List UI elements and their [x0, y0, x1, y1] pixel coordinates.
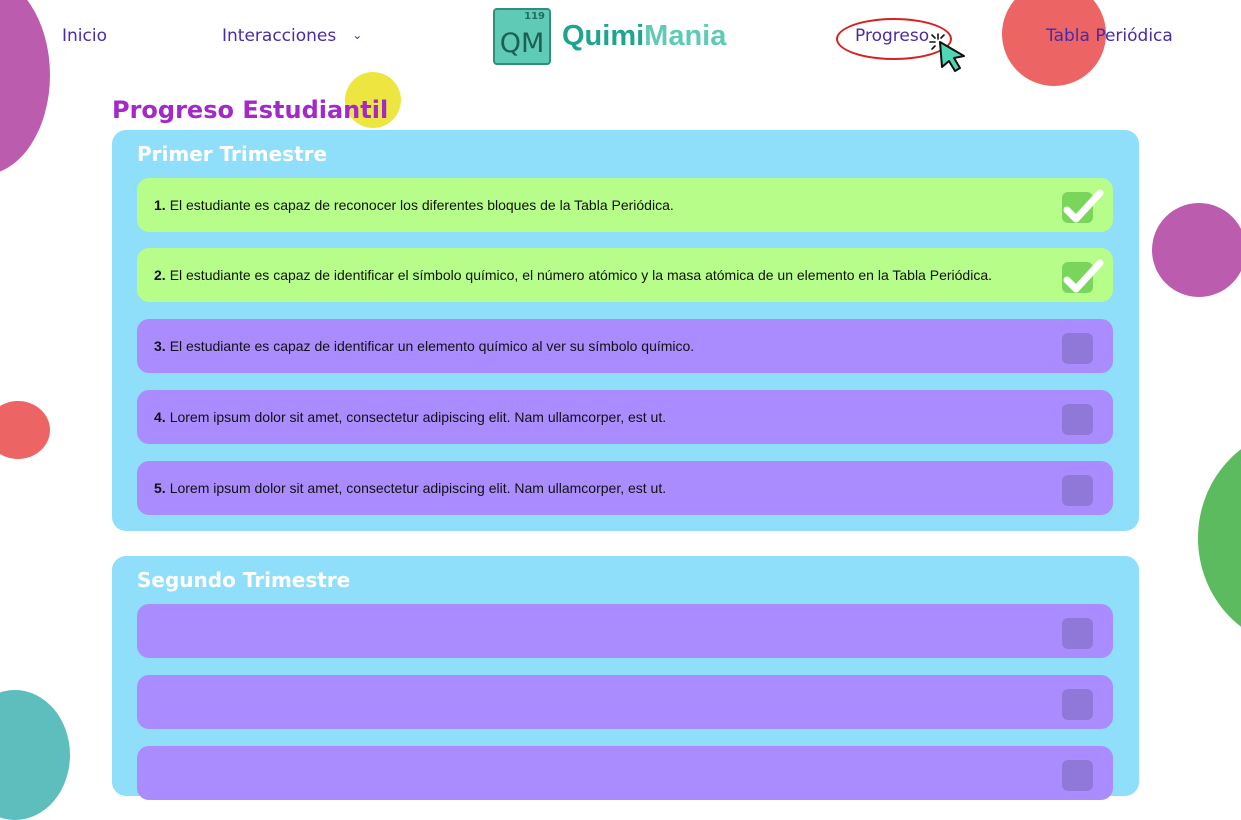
progress-item	[137, 461, 1113, 515]
trimester-title: Segundo Trimestre	[137, 568, 351, 592]
item-number: 1.	[154, 196, 166, 213]
item-checkbox[interactable]	[1062, 192, 1093, 223]
decor-circle-green	[1198, 428, 1241, 648]
nav-interacciones[interactable]	[222, 26, 362, 46]
item-text: El estudiante es capaz de identificar un elemento químico al ver su símbolo químico.	[169, 337, 695, 354]
progress-item	[137, 178, 1113, 232]
progress-item	[137, 604, 1113, 658]
item-checkbox[interactable]	[1062, 618, 1093, 649]
item-number: 3.	[154, 337, 166, 354]
item-number: 4.	[154, 408, 166, 425]
nav-interacciones-label: Interacciones	[222, 26, 337, 46]
item-checkbox[interactable]	[1062, 404, 1093, 435]
item-checkbox[interactable]	[1062, 262, 1093, 293]
trimester-panel-1	[112, 130, 1139, 531]
trimester-panel-2	[112, 556, 1139, 796]
chevron-down-icon: ⌄	[352, 28, 363, 42]
pointer-cursor-icon	[928, 30, 970, 74]
item-text: Lorem ipsum dolor sit amet, consectetur adipiscing elit. Nam ullamcorper, est ut.	[169, 408, 667, 425]
nav-inicio[interactable]: Inicio	[62, 26, 107, 46]
logo-symbol: QM	[499, 28, 545, 59]
item-text: Lorem ipsum dolor sit amet, consectetur adipiscing elit. Nam ullamcorper, est ut.	[169, 479, 667, 496]
progress-item	[137, 746, 1113, 800]
check-icon	[1062, 186, 1106, 228]
logo-tile[interactable]	[493, 8, 551, 65]
progress-item	[137, 248, 1113, 302]
check-icon	[1062, 256, 1106, 298]
decor-circle-teal	[0, 690, 70, 820]
item-checkbox[interactable]	[1062, 475, 1093, 506]
decor-circle-purple	[0, 0, 50, 175]
logo-name-part2: Mania	[644, 20, 727, 52]
progress-item	[137, 390, 1113, 444]
logo-wordmark[interactable]	[562, 20, 726, 53]
progress-item	[137, 319, 1113, 373]
nav-progreso[interactable]: Progreso	[855, 26, 930, 46]
item-checkbox[interactable]	[1062, 760, 1093, 791]
decor-circle-purple-right	[1152, 203, 1241, 297]
item-checkbox[interactable]	[1062, 333, 1093, 364]
logo-atomic-number: 119	[524, 11, 545, 22]
item-checkbox[interactable]	[1062, 689, 1093, 720]
item-text: El estudiante es capaz de reconocer los diferentes bloques de la Tabla Periódica.	[169, 196, 674, 213]
item-number: 5.	[154, 479, 166, 496]
decor-circle-red-left	[0, 401, 50, 459]
page-title: Progreso Estudiantil	[112, 96, 389, 124]
item-number: 2.	[154, 266, 166, 283]
progress-item	[137, 675, 1113, 729]
nav-tabla-periodica[interactable]: Tabla Periódica	[1046, 26, 1173, 46]
trimester-title: Primer Trimestre	[137, 142, 328, 166]
logo-name-part1: Quimi	[562, 20, 645, 52]
item-text: El estudiante es capaz de identificar el símbolo químico, el número atómico y la masa atómica de un elemento en la Tabla Periódica.	[169, 266, 992, 283]
